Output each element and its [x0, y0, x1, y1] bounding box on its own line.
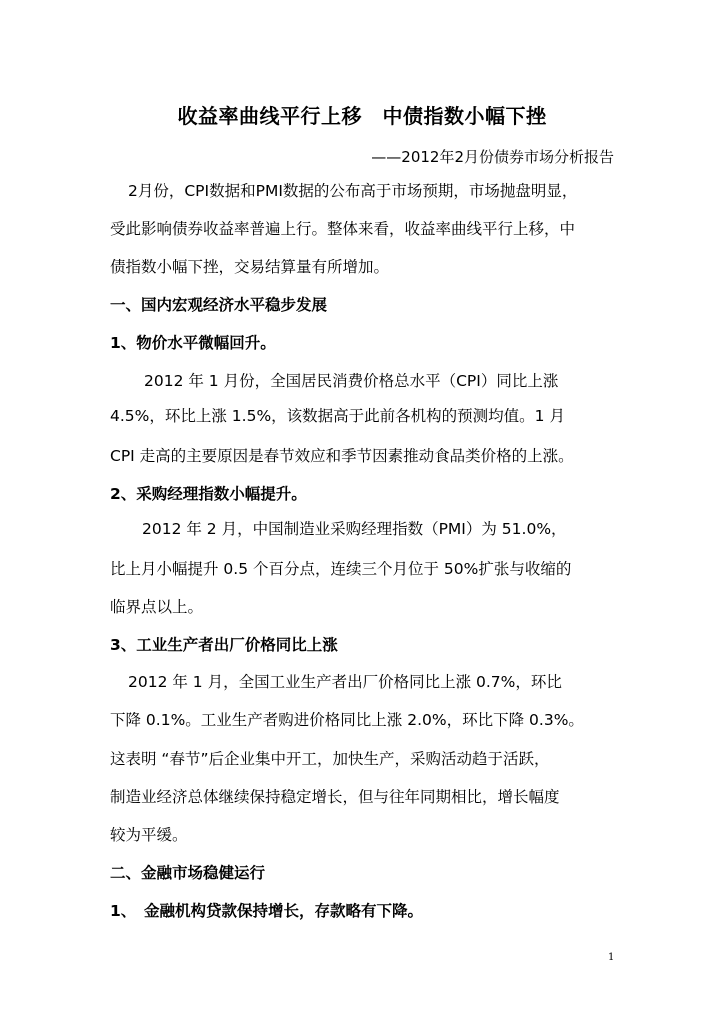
section-1-3-line-5: 较为平缓。 — [110, 826, 188, 844]
section-1-heading: 一、国内宏观经济水平稳步发展 — [110, 296, 328, 314]
section-1-2-heading: 2、采购经理指数小幅提升。 — [110, 485, 307, 503]
section-1-1-line-3: CPI 走高的主要原因是春节效应和季节因素推动食品类价格的上涨。 — [110, 447, 574, 465]
section-1-2-line-1: 2012 年 2 月，中国制造业采购经理指数（PMI）为 51.0%， — [142, 520, 567, 538]
section-1-2-line-2: 比上月小幅提升 0.5 个百分点，连续三个月位于 50%扩张与收缩的 — [110, 560, 572, 578]
page-title: 收益率曲线平行上移 中债指数小幅下挫 — [177, 104, 547, 128]
section-1-3-line-3: 这表明 “春节”后企业集中开工，加快生产，采购活动趋于活跃， — [110, 750, 550, 768]
section-1-2-line-3: 临界点以上。 — [110, 598, 204, 616]
section-2-heading: 二、金融市场稳健运行 — [110, 864, 266, 882]
section-1-1-line-1: 2012 年 1 月份，全国居民消费价格总水平（CPI）同比上涨 — [144, 372, 559, 390]
section-1-1-line-2: 4.5%，环比上涨 1.5%，该数据高于此前各机构的预测均值。1 月 — [110, 407, 565, 425]
section-1-3-line-2: 下降 0.1%。工业生产者购进价格同比上涨 2.0%，环比下降 0.3%。 — [110, 711, 584, 729]
section-1-3-line-1: 2012 年 1 月，全国工业生产者出厂价格同比上涨 0.7%，环比 — [128, 673, 562, 691]
section-1-3-line-4: 制造业经济总体继续保持稳定增长，但与往年同期相比，增长幅度 — [110, 788, 560, 806]
section-1-3-heading: 3、工业生产者出厂价格同比上涨 — [110, 636, 338, 654]
report-subtitle: ——2012年2月份债券市场分析报告 — [371, 148, 614, 166]
section-1-1-heading: 1、物价水平微幅回升。 — [110, 334, 276, 352]
section-2-1-heading: 1、 金融机构贷款保持增长，存款略有下降。 — [110, 902, 424, 920]
intro-line-3: 债指数小幅下挫，交易结算量有所增加。 — [110, 258, 390, 276]
intro-line-1: 2月份，CPI数据和PMI数据的公布高于市场预期，市场抛盘明显， — [128, 182, 578, 200]
page-number: 1 — [608, 952, 615, 963]
intro-line-2: 受此影响债券收益率普遍上行。整体来看，收益率曲线平行上移，中 — [110, 220, 576, 238]
